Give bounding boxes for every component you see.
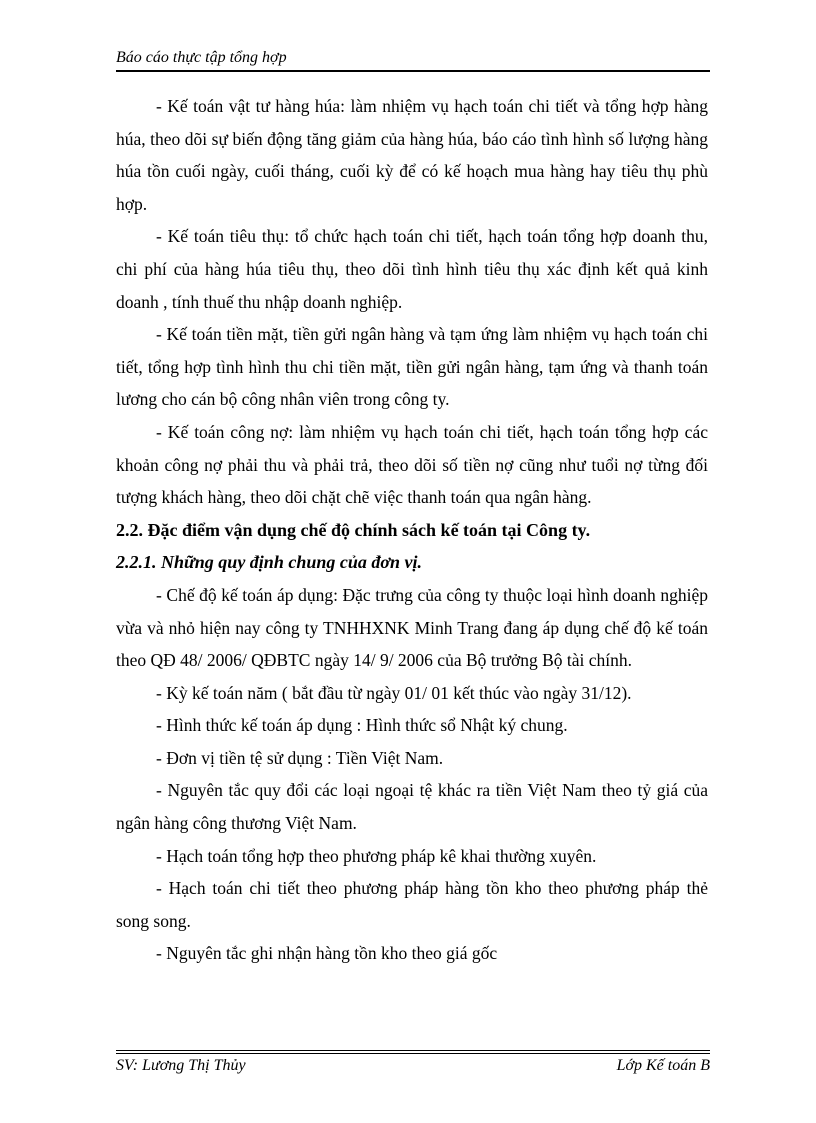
paragraph-quy-doi-ngoai-te: - Nguyên tắc quy đổi các loại ngoại tệ khác ra tiền Việt Nam theo tỷ giá của ngân hàng công thương Việt Nam. [116, 780, 708, 834]
footer-class-name: Lớp Kế toán B [616, 1057, 710, 1074]
section-heading: 2.2. Đặc điểm vận dụng chế độ chính sách kế toán tại Công ty. [116, 519, 591, 540]
paragraph-ke-toan-tieu-thu: - Kế toán tiêu thụ: tổ chức hạch toán chi tiết, hạch toán tổng hợp doanh thu, chi phí của hàng húa tiêu thụ, theo dõi tình hình tiêu thụ xác định kết quả kinh doanh , tính thuế thu nhập doanh nghiệp. [116, 226, 708, 312]
footer-divider-top [116, 1050, 710, 1051]
page-header: Báo cáo thực tập tổng hợp [116, 49, 287, 66]
paragraph-hinh-thuc-ke-toan: - Hình thức kế toán áp dụng : Hình thức sổ Nhật ký chung. [156, 715, 568, 736]
paragraph-ke-toan-vat-tu: - Kế toán vật tư hàng húa: làm nhiệm vụ hạch toán chi tiết và tổng hợp hàng húa, theo dõi sự biến động tăng giảm của hàng húa, báo cáo tình hình số lượng hàng húa tồn cuối ngày, cuối tháng, cuối kỳ để có kế hoạch mua hàng hay tiêu thụ phù hợp. [116, 96, 708, 214]
paragraph-che-do-ke-toan: - Chế độ kế toán áp dụng: Đặc trưng của công ty thuộc loại hình doanh nghiệp vừa và nhỏ hiện nay công ty TNHHXNK Minh Trang đang áp dụng chế độ kế toán theo QĐ 48/ 2006/ QĐBTC ngày 14/ 9/ 2006 của Bộ trưởng Bộ tài chính. [116, 584, 708, 671]
footer-student-name: SV: Lương Thị Thủy [116, 1057, 246, 1074]
paragraph-ke-toan-tien-mat: - Kế toán tiền mặt, tiền gửi ngân hàng và tạm ứng làm nhiệm vụ hạch toán chi tiết, tổng hợp tình hình thu chi tiền mặt, tiền gửi ngân hàng, tạm ứng và thanh toán lương cho cán bộ công nhân viên trong công ty. [116, 324, 708, 410]
paragraph-ghi-nhan-ton-kho: - Nguyên tắc ghi nhận hàng tồn kho theo giá gốc [156, 943, 498, 964]
footer-divider-bottom [116, 1053, 710, 1054]
paragraph-hach-toan-tong-hop: - Hạch toán tổng hợp theo phương pháp kê khai thường xuyên. [156, 845, 597, 866]
subsection-heading: 2.2.1. Những quy định chung của đơn vị. [116, 552, 423, 573]
document-body [116, 90, 708, 970]
paragraph-ke-toan-cong-no: - Kế toán công nợ: làm nhiệm vụ hạch toán chi tiết, hạch toán tổng hợp các khoản công nợ phải thu và phải trả, theo dõi số tiền nợ cũng như tuổi nợ từng đối tượng khách hàng, theo dõi chặt chẽ việc thanh toán qua ngân hàng. [116, 421, 708, 508]
page-footer [116, 1056, 710, 1076]
paragraph-don-vi-tien-te: - Đơn vị tiền tệ sử dụng : Tiền Việt Nam. [156, 747, 444, 768]
paragraph-ky-ke-toan: - Kỳ kế toán năm ( bắt đầu từ ngày 01/ 01 kết thúc vào ngày 31/12). [156, 682, 632, 703]
header-divider [116, 70, 710, 72]
paragraph-hach-toan-chi-tiet: - Hạch toán chi tiết theo phương pháp hàng tồn kho theo phương pháp thẻ song song. [116, 878, 708, 931]
